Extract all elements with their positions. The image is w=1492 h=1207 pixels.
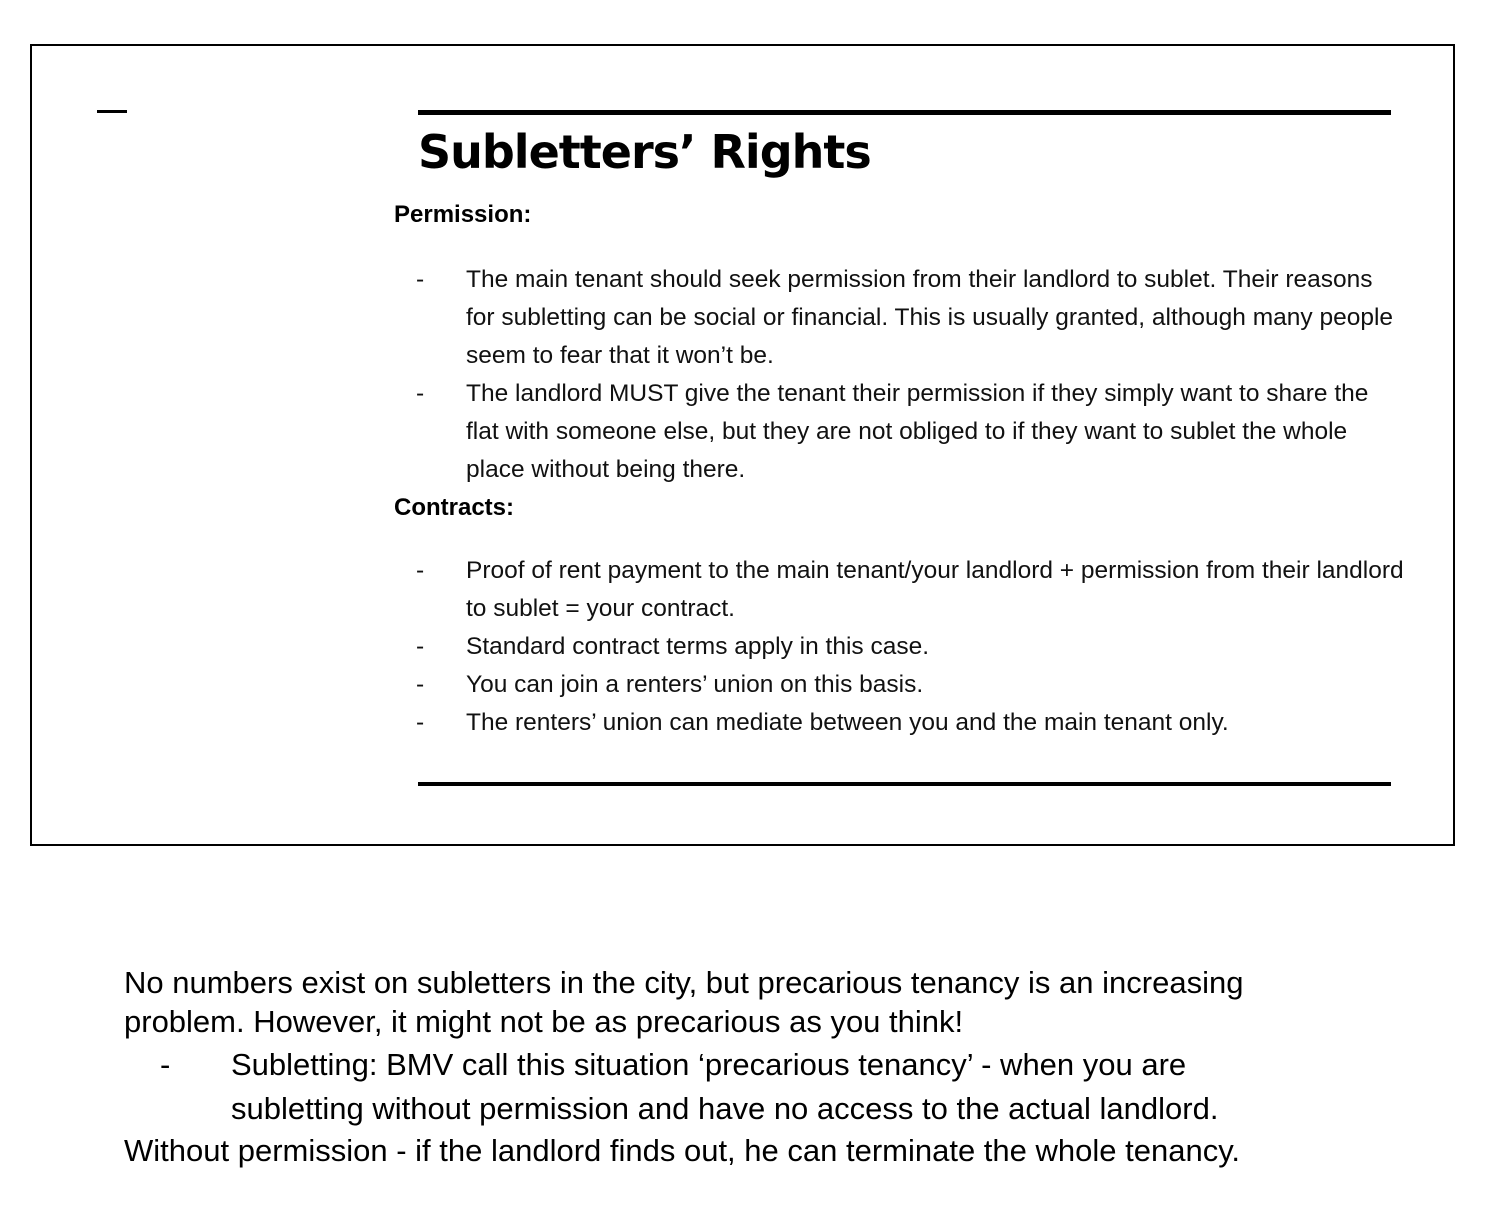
bullet-dash: -	[160, 1047, 171, 1082]
bullet-dash: -	[416, 266, 425, 293]
contracts-list	[394, 552, 1404, 742]
speaker-notes	[124, 963, 1374, 1170]
contracts-heading: Contracts:	[394, 494, 515, 521]
bullet-dash: -	[416, 557, 425, 584]
notes-line-3: Without permission - if the landlord finds out, he can terminate the whole tenancy.	[124, 1133, 1241, 1168]
contracts-item	[394, 552, 1404, 628]
notes-bullet-text: Subletting: BMV call this situation ‘precarious tenancy’ - when you are subletting without permission and have no access to the actual landlord.	[231, 1047, 1219, 1126]
title-top-rule	[418, 110, 1391, 115]
bullet-dash: -	[416, 633, 425, 660]
contracts-item	[394, 628, 1404, 666]
bullet-dash: -	[416, 380, 425, 407]
contracts-item	[394, 666, 1404, 704]
contracts-item-text: The renters’ union can mediate between you and the main tenant only.	[466, 709, 1229, 736]
contracts-item	[394, 704, 1404, 742]
slide-image	[30, 44, 1455, 846]
contracts-item-text: Proof of rent payment to the main tenant/your landlord + permission from their landlord to sublet = your contract.	[466, 557, 1404, 622]
bullet-dash: -	[416, 709, 425, 736]
contracts-item-text: You can join a renters’ union on this basis.	[466, 671, 924, 698]
notes-line-2: problem. However, it might not be as precarious as you think!	[124, 1004, 964, 1039]
slide-title: Subletters’ Rights	[418, 125, 871, 179]
permission-item-text: The landlord MUST give the tenant their permission if they simply want to share the flat with someone else, but they are not obliged to if they want to sublet the whole place without being there.	[466, 380, 1369, 483]
permission-item	[394, 261, 1404, 375]
contracts-item-text: Standard contract terms apply in this case.	[466, 633, 929, 660]
slide-corner-dash	[97, 110, 127, 113]
bottom-rule	[418, 782, 1391, 786]
notes-bullet-item	[124, 1043, 1291, 1131]
permission-list	[394, 261, 1404, 489]
permission-item-text: The main tenant should seek permission from their landlord to sublet. Their reasons for subletting can be social or financial. This is usually granted, although many people seem to fear that it won’t be.	[466, 266, 1394, 369]
permission-heading: Permission:	[394, 201, 532, 228]
permission-item	[394, 375, 1404, 489]
notes-line-1: No numbers exist on subletters in the city, but precarious tenancy is an increasing	[124, 965, 1244, 1000]
bullet-dash: -	[416, 671, 425, 698]
